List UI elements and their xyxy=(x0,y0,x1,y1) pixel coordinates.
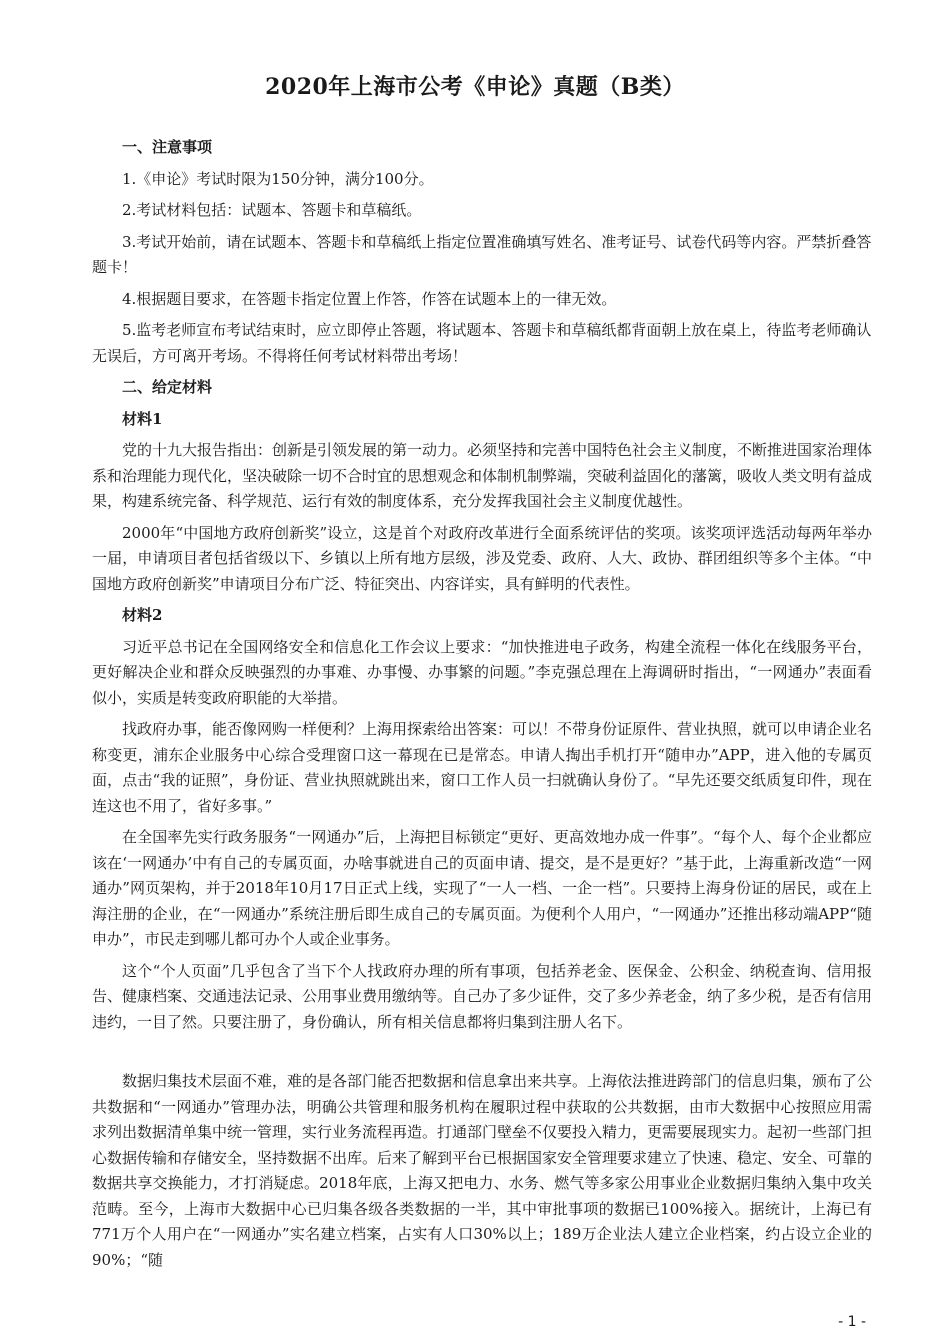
paragraph-spacer xyxy=(92,1041,872,1069)
material-paragraph: 在全国率先实行政务服务“一网通办”后，上海把目标锁定“更好、更高效地办成一件事”。“每个人、每个企业都应该在‘一网通办’中有自己的专属页面，办啥事就进自己的页面申请、提交，是不是更好？”基于此，上海重新改造“一网通办”网页架构，并于2018年10月17日正式上线，实现了“一人一档、一企一档”。只要持上海身份证的居民，或在上海注册的企业，在“一网通办”系统注册后即生成自己的专属页面。为便利个人用户，“一网通办”还推出移动端APP“随申办”，市民走到哪儿都可办个人或企业事务。 xyxy=(92,828,872,948)
page-title: 2020年上海市公考《申论》真题（B类） xyxy=(265,74,685,100)
material-paragraph: 这个“个人页面”几乎包含了当下个人找政府办理的所有事项，包括养老金、医保金、公积金、纳税查询、信用报告、健康档案、交通违法记录、公用事业费用缴纳等。自己办了多少证件，交了多少养老金，纳了多少税，是否有信用违约，一目了然。只要注册了，身份确认，所有相关信息都将归集到注册人名下。 xyxy=(92,961,873,1031)
material-1-label: 材料1 xyxy=(122,409,163,428)
notice-item: 3.考试开始前，请在试题本、答题卡和草稿纸上指定位置准确填写姓名、准考证号、试卷代码等内容。严禁折叠答题卡！ xyxy=(92,232,872,276)
material-paragraph: 数据归集技术层面不难，难的是各部门能否把数据和信息拿出来共享。上海依法推进跨部门的信息归集，颁布了公共数据和“一网通办”管理办法，明确公共管理和服务机构在履职过程中获取的公共数据，由市大数据中心按照应用需求列出数据清单集中统一管理，实行业务流程再造。打通部门壁垒不仅要投入精力，更需要展现实力。起初一些部门担心数据传输和存储安全，坚持数据不出库。后来了解到平台已根据国家安全管理要求建立了快速、稳定、安全、可靠的数据共享交换能力，才打消疑虑。2018年底，上海又把电力、水务、燃气等多家公用事业企业数据归集纳入集中攻关范畴。至今，上海市大数据中心已归集各级各类数据的一半，其中审批事项的数据已100%接入。据统计，上海已有771万个人用户在“一网通办”实名建立档案，占实有人口30%以上；189万企业法人建立企业档案，约占设立企业的90%；“随 xyxy=(92,1072,873,1269)
document-body xyxy=(92,135,872,1279)
material-paragraph: 2000年“中国地方政府创新奖”设立，这是首个对政府改革进行全面系统评估的奖项。该奖项评选活动每两年举办一届，申请项目者包括省级以下、乡镇以上所有地方层级，涉及党委、政府、人大、政协、群团组织等多个主体。“中国地方政府创新奖”申请项目分布广泛、特征突出、内容详实，具有鲜明的代表性。 xyxy=(92,523,872,593)
notice-item: 1.《申论》考试时限为150分钟，满分100分。 xyxy=(122,169,434,188)
section-heading-notice: 一、注意事项 xyxy=(122,138,213,156)
material-paragraph: 找政府办事，能否像网购一样便利？上海用探索给出答案：可以！不带身份证原件、营业执照，就可以申请企业名称变更，浦东企业服务中心综合受理窗口这一幕现在已是常态。申请人掏出手机打开“随申办”APP，进入他的专属页面，点击“我的证照”，身份证、营业执照就跳出来，窗口工作人员一扫就确认身份了。“早先还要交纸质复印件，现在连这也不用了，省好多事。” xyxy=(92,720,873,815)
notice-item: 5.监考老师宣布考试结束时，应立即停止答题，将试题本、答题卡和草稿纸都背面朝上放在桌上，待监考老师确认无误后，方可离开考场。不得将任何考试材料带出考场！ xyxy=(92,321,872,365)
section-heading-materials: 二、给定材料 xyxy=(122,378,213,396)
notice-item: 2.考试材料包括：试题本、答题卡和草稿纸。 xyxy=(122,201,422,219)
material-paragraph: 习近平总书记在全国网络安全和信息化工作会议上要求：“加快推进电子政务，构建全流程一体化在线服务平台，更好解决企业和群众反映强烈的办事难、办事慢、办事繁的问题。”李克强总理在上海调研时指出，“一网通办”表面看似小，实质是转变政府职能的大举措。 xyxy=(92,637,872,707)
page-number: - 1 - xyxy=(838,1314,866,1330)
notice-item: 4.根据题目要求，在答题卡指定位置上作答，作答在试题本上的一律无效。 xyxy=(122,289,617,308)
material-2-label: 材料2 xyxy=(122,606,163,624)
material-paragraph: 党的十九大报告指出：创新是引领发展的第一动力。必须坚持和完善中国特色社会主义制度，不断推进国家治理体系和治理能力现代化，坚决破除一切不合时宜的思想观念和体制机制弊端，突破利益固化的藩篱，吸收人类文明有益成果，构建系统完备、科学规范、运行有效的制度体系，充分发挥我国社会主义制度优越性。 xyxy=(92,441,873,510)
